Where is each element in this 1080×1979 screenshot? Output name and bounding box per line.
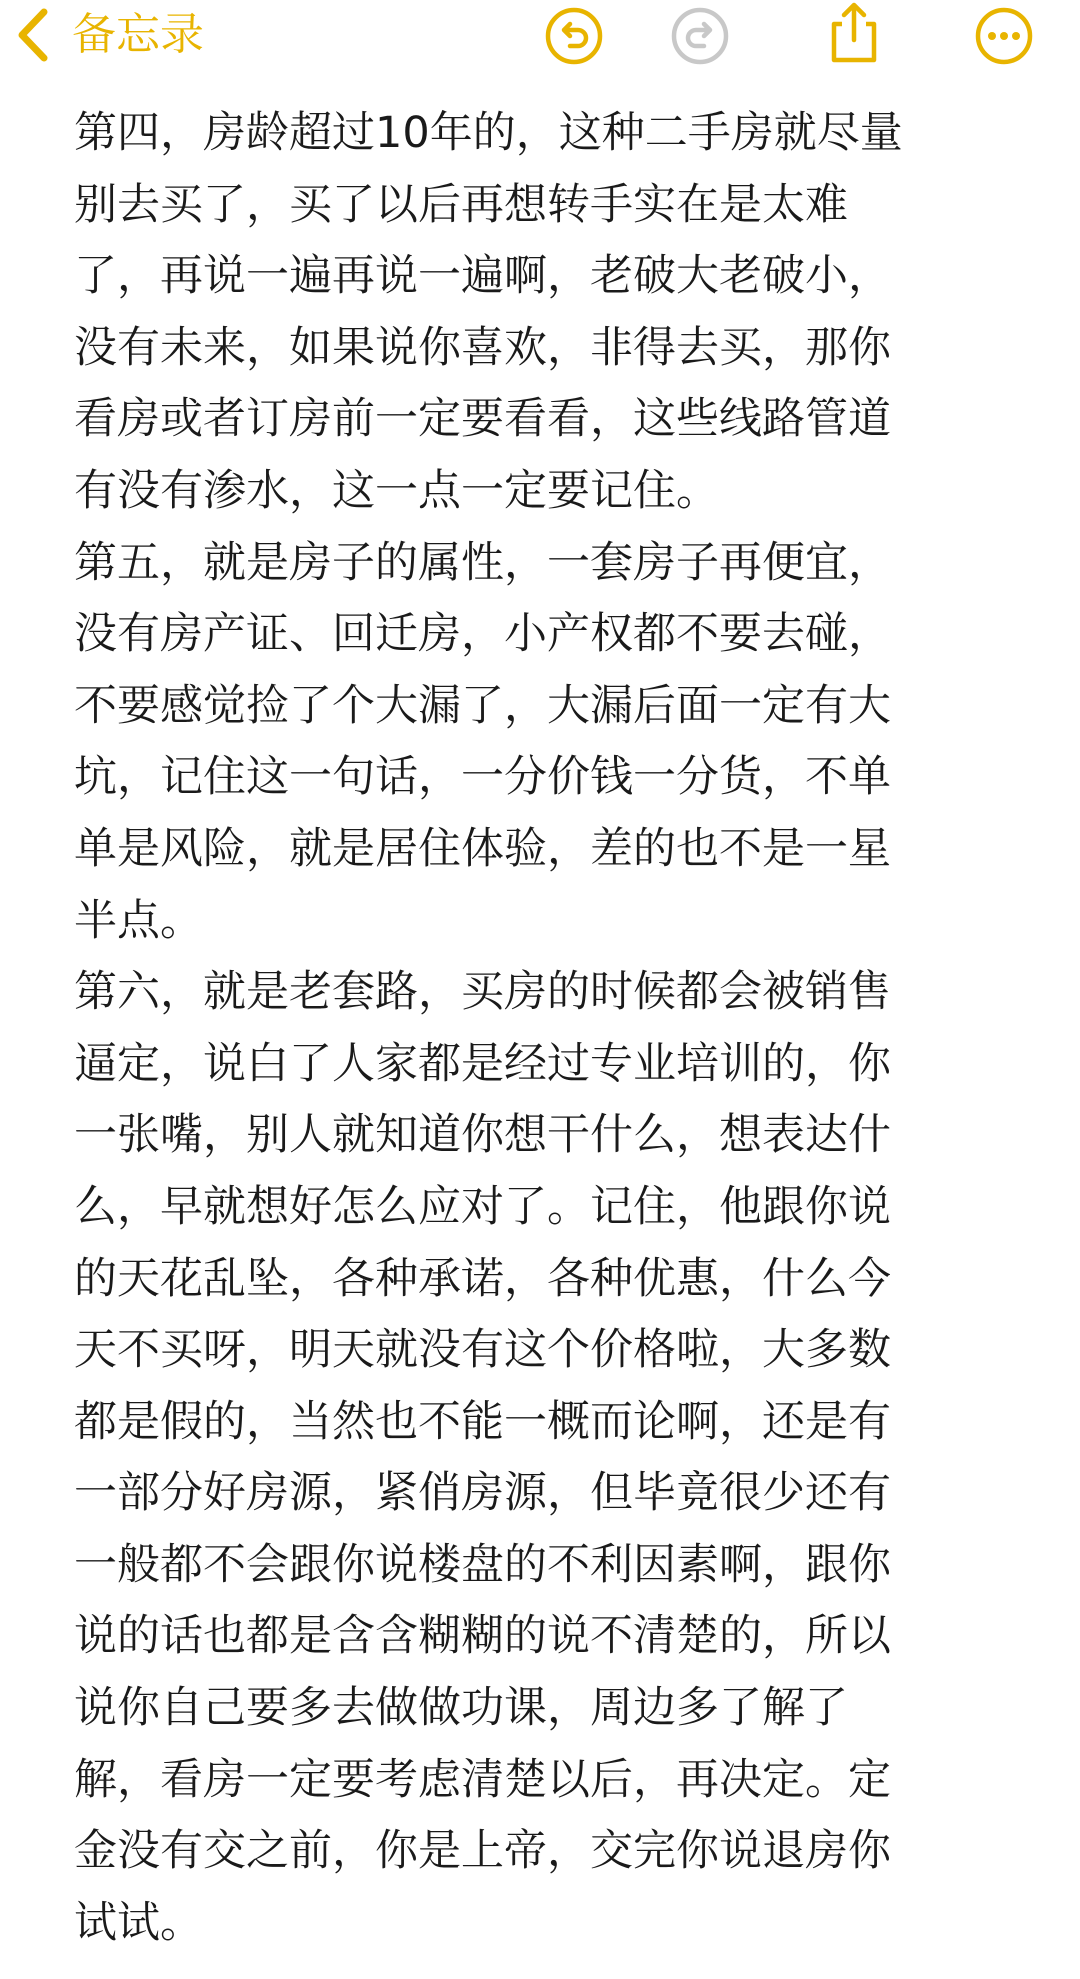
note-line: 不要感觉捡了个大漏了，大漏后面一定有大: [74, 680, 891, 731]
note-line: 解，看房一定要考虑清楚以后，再决定。定: [74, 1754, 891, 1805]
share-icon[interactable]: [824, 0, 884, 66]
more-icon[interactable]: [974, 6, 1034, 66]
navigation-bar: [0, 0, 1080, 72]
note-line: 了，再说一遍再说一遍啊，老破大老破小，: [74, 251, 891, 302]
note-line: 有没有渗水，这一点一定要记住。: [74, 465, 719, 516]
note-line: 第六，就是老套路，买房的时候都会被销售: [74, 967, 891, 1018]
note-line: 说的话也都是含含糊糊的说不清楚的，所以: [74, 1611, 891, 1662]
note-line: 试试。: [74, 1897, 203, 1948]
note-line: 天不买呀，明天就没有这个价格啦，大多数: [74, 1325, 891, 1376]
note-line: 半点。: [74, 895, 203, 946]
note-line: 第四，房龄超过10年的，这种二手房就尽量: [74, 108, 903, 158]
note-line: 的天花乱坠，各种承诺，各种优惠，什么今: [74, 1253, 891, 1304]
note-line: 金没有交之前，你是上帝，交完你说退房你: [74, 1826, 891, 1877]
note-line: 第五，就是房子的属性，一套房子再便宜，: [74, 537, 891, 588]
note-line: 一张嘴，别人就知道你想干什么，想表达什: [74, 1110, 891, 1161]
note-line: 一般都不会跟你说楼盘的不利因素啊，跟你: [74, 1539, 891, 1590]
undo-icon[interactable]: [544, 6, 604, 66]
note-line: 一部分好房源，紧俏房源，但毕竟很少还有: [74, 1468, 891, 1519]
back-button[interactable]: [14, 6, 204, 64]
note-line: 看房或者订房前一定要看看，这些线路管道: [74, 394, 891, 445]
note-line: 逼定，说白了人家都是经过专业培训的，你: [74, 1038, 891, 1089]
note-content[interactable]: [74, 98, 1014, 1959]
note-line: 别去买了，买了以后再想转手实在是太难: [74, 179, 848, 230]
note-line: 坑，记住这一句话，一分价钱一分货，不单: [74, 752, 891, 803]
chevron-left-icon: [14, 6, 52, 64]
note-line: 说你自己要多去做做功课，周边多了解了: [74, 1683, 848, 1734]
note-line: 单是风险，就是居住体验，差的也不是一星: [74, 823, 891, 874]
back-button-label: 备忘录: [72, 9, 204, 60]
note-line: 么，早就想好怎么应对了。记住，他跟你说: [74, 1181, 891, 1232]
note-line: 没有房产证、回迁房，小产权都不要去碰，: [74, 609, 891, 660]
note-line: 都是假的，当然也不能一概而论啊，还是有: [74, 1396, 891, 1447]
redo-icon[interactable]: [670, 6, 730, 66]
note-line: 没有未来，如果说你喜欢，非得去买，那你: [74, 322, 891, 373]
